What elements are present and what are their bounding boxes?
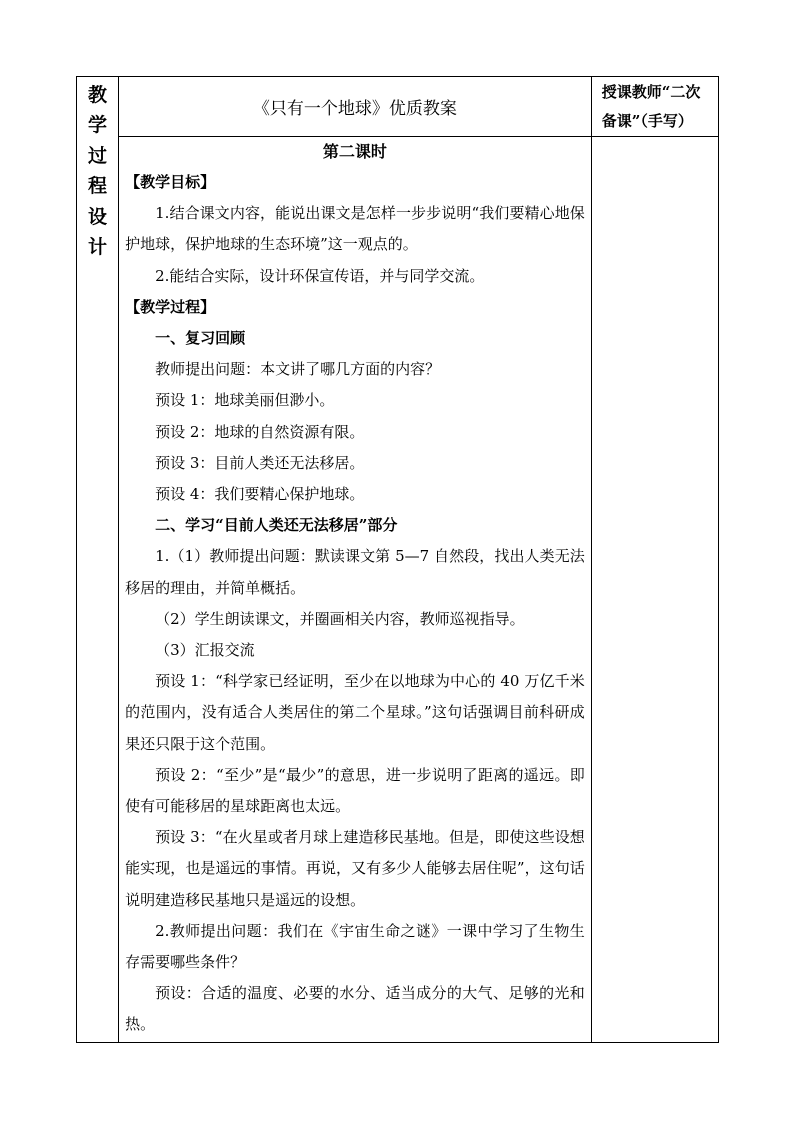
- side-label-char: 过: [88, 144, 108, 167]
- lesson-content-cell: [119, 137, 592, 1043]
- lesson-plan-table: [76, 76, 719, 1043]
- process-paragraph: 教师提出问题：本文讲了哪几方面的内容？: [155, 360, 441, 379]
- process-paragraph: 预设 3：“在火星或者月球上建造移民基地。但是，即使这些设想能实现，也是遥远的事情。再说，又有多少人能够去居住呢”，这句话说明建造移民基地只是遥远的设想。: [125, 828, 585, 909]
- process-body: [125, 323, 585, 1041]
- side-label-char: 教: [88, 84, 108, 106]
- goals-heading: 【教学目标】: [125, 173, 216, 191]
- section-label-teaching-process-design: [77, 77, 119, 1043]
- process-heading: 【教学过程】: [125, 297, 216, 316]
- document-title-cell: [119, 77, 592, 137]
- teacher-note-header: [591, 77, 718, 137]
- goal-item: 2.能结合实际，设计环保宣传语，并与同学交流。: [155, 266, 485, 285]
- lesson-title: 第二课时: [322, 142, 387, 161]
- process-paragraph: 预设：合适的温度、必要的水分、适当成分的大气、足够的光和热。: [125, 984, 585, 1034]
- teacher-note-line: 授课教师“二次: [601, 83, 701, 101]
- teacher-note-line: 备课”（手写）: [601, 112, 693, 130]
- process-paragraph: 预设 3：目前人类还无法移居。: [155, 453, 365, 472]
- side-label-char: 计: [88, 236, 108, 259]
- side-label-char: 程: [88, 175, 108, 198]
- process-paragraph: 1.（1）教师提出问题：默读课文第 5—7 自然段，找出人类无法移居的理由，并简单概括。: [125, 547, 585, 597]
- process-subheading: 一、复习回顾: [155, 329, 246, 348]
- process-paragraph: 预设 2：地球的自然资源有限。: [155, 422, 365, 441]
- process-paragraph: （3）汇报交流: [155, 641, 255, 660]
- process-paragraph: 预设 1：“科学家已经证明，至少在以地球为中心的 40 万亿千米的范围内，没有适合人类居住的第二个星球。”这句话强调目前科研成果还只限于这个范围。: [125, 672, 585, 753]
- process-paragraph: 2.教师提出问题：我们在《宇宙生命之谜》一课中学习了生物生存需要哪些条件？: [125, 921, 585, 972]
- handwritten-notes-area: [591, 137, 718, 1043]
- process-paragraph: 预设 2：“至少”是“最少”的意思，进一步说明了距离的遥远。即使有可能移居的星球距离也太远。: [125, 765, 585, 816]
- process-subheading: 二、学习“目前人类还无法移居”部分: [155, 516, 398, 535]
- side-label-char: 学: [88, 114, 108, 137]
- process-paragraph: （2）学生朗读课文，并圈画相关内容，教师巡视指导。: [155, 609, 525, 628]
- goal-item: 1.结合课文内容，能说出课文是怎样一步步说明“我们要精心地保护地球，保护地球的生态环境”这一观点的。: [125, 204, 585, 254]
- process-paragraph: 预设 4：我们要精心保护地球。: [155, 485, 365, 504]
- process-paragraph: 预设 1：地球美丽但渺小。: [155, 391, 335, 410]
- document-title: 《只有一个地球》优质教案: [252, 99, 457, 119]
- side-label-char: 设: [88, 205, 108, 228]
